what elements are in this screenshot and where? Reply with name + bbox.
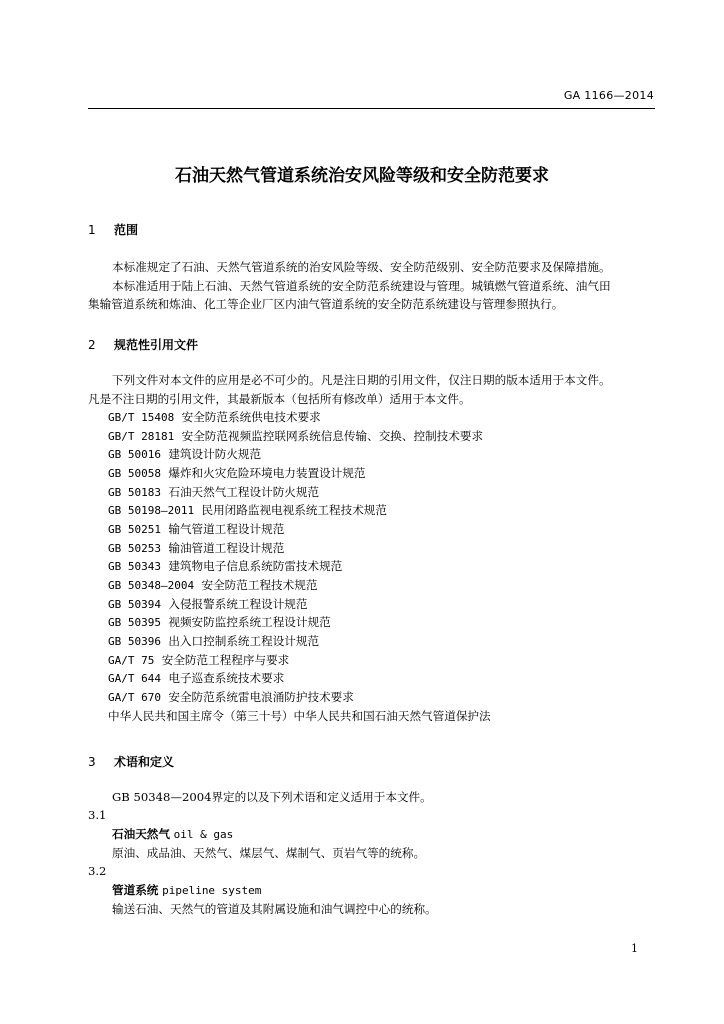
term-number: 3.2 <box>88 864 107 878</box>
document-title: 石油天然气管道系统治安风险等级和安全防范要求 <box>175 166 549 186</box>
reference-item <box>108 692 354 704</box>
reference-title: 输气管道工程设计规范 <box>168 522 285 536</box>
reference-title: 建筑物电子信息系统防雷技术规范 <box>168 559 343 573</box>
reference-code: GB 50394 <box>108 598 161 611</box>
reference-item <box>108 580 317 592</box>
reference-title: 安全防范工程技术规范 <box>201 578 318 592</box>
term-definition: 原油、成品油、天然气、煤层气、煤制气、页岩气等的统称。 <box>112 846 426 860</box>
reference-item <box>108 561 342 573</box>
term-zh: 石油天然气 <box>112 827 170 841</box>
reference-title: 爆炸和火灾危险环境电力装置设计规范 <box>168 466 366 480</box>
reference-code: GA/T 670 <box>108 691 161 704</box>
reference-code: GB 50396 <box>108 635 161 648</box>
reference-item <box>108 505 387 517</box>
reference-code: GB 50183 <box>108 486 161 499</box>
reference-title: 安全防范系统供电技术要求 <box>181 410 321 424</box>
paragraph-line: 下列文件对本文件的应用是必不可少的。凡是注日期的引用文件，仅注日期的版本适用于本文件。 <box>112 373 611 387</box>
reference-code: GB 50058 <box>108 467 161 480</box>
reference-title: 安全防范视频监控联网系统信息传输、交换、控制技术要求 <box>181 429 484 443</box>
reference-title: 电子巡查系统技术要求 <box>168 671 285 685</box>
reference-title: 安全防范系统雷电浪涌防护技术要求 <box>168 690 354 704</box>
paragraph-line: 本标准适用于陆上石油、天然气管道系统的安全防范系统建设与管理。城镇燃气管道系统、油气田 <box>112 279 611 293</box>
reference-item <box>108 449 261 461</box>
section-number: 3 <box>88 755 96 769</box>
reference-code: GB 50251 <box>108 523 161 536</box>
reference-item <box>108 524 284 536</box>
reference-item <box>108 599 308 611</box>
section-title: 范围 <box>114 223 139 237</box>
reference-title: 输油管道工程设计规范 <box>168 541 285 555</box>
reference-code: GB 50343 <box>108 560 161 573</box>
section-2-heading <box>88 336 198 353</box>
reference-item <box>108 412 321 424</box>
reference-item <box>108 655 289 667</box>
reference-item <box>108 487 319 499</box>
reference-item <box>108 431 483 443</box>
reference-code: GB/T 28181 <box>108 430 175 443</box>
reference-law: 中华人民共和国主席令（第三十号）中华人民共和国石油天然气管道保护法 <box>108 709 491 723</box>
reference-title: 安全防范工程程序与要求 <box>161 653 290 667</box>
section-title: 术语和定义 <box>114 755 175 769</box>
reference-title: 建筑设计防火规范 <box>168 447 262 461</box>
header-rule <box>88 108 655 109</box>
reference-item <box>108 543 284 555</box>
reference-item <box>108 636 319 648</box>
paragraph-line: 凡是不注日期的引用文件，其最新版本（包括所有修改单）适用于本文件。 <box>88 392 471 406</box>
term-heading <box>112 829 233 841</box>
standard-code: GA 1166—2014 <box>563 89 654 102</box>
reference-code: GB 50198—2011 <box>108 504 195 517</box>
reference-item <box>108 673 284 685</box>
reference-title: 民用闭路监视电视系统工程技术规范 <box>201 503 387 517</box>
term-heading <box>112 885 261 897</box>
section-number: 2 <box>88 338 96 352</box>
reference-code: GB 50016 <box>108 448 161 461</box>
reference-title: 视频安防监控系统工程设计规范 <box>168 615 331 629</box>
paragraph-line: 集输管道系统和炼油、化工等企业厂区内油气管道系统的安全防范系统建设与管理参照执行。 <box>88 297 564 311</box>
reference-code: GB/T 15408 <box>108 411 175 424</box>
term-en: oil & gas <box>173 828 234 841</box>
term-zh: 管道系统 <box>112 883 159 897</box>
section-3-heading <box>88 753 174 770</box>
reference-code: GA/T 644 <box>108 672 161 685</box>
reference-code: GA/T 75 <box>108 654 155 667</box>
section-number: 1 <box>88 223 96 237</box>
reference-code: GB 50253 <box>108 542 161 555</box>
page-number: 1 <box>631 942 638 955</box>
reference-title: 出入口控制系统工程设计规范 <box>168 634 320 648</box>
section-1-heading <box>88 221 138 238</box>
reference-code: GB 50348—2004 <box>108 579 195 592</box>
reference-title: 石油天然气工程设计防火规范 <box>168 485 320 499</box>
reference-item <box>108 617 331 629</box>
section-title: 规范性引用文件 <box>114 338 199 352</box>
reference-item <box>108 468 365 480</box>
reference-code: GB 50395 <box>108 616 161 629</box>
reference-title: 入侵报警系统工程设计规范 <box>168 597 308 611</box>
paragraph-line: GB 50348—2004界定的以及下列术语和定义适用于本文件。 <box>112 790 432 804</box>
term-definition: 输送石油、天然气的管道及其附属设施和油气调控中心的统称。 <box>112 902 437 916</box>
term-en: pipeline system <box>162 884 262 897</box>
term-number: 3.1 <box>88 808 107 822</box>
paragraph-line: 本标准规定了石油、天然气管道系统的治安风险等级、安全防范级别、安全防范要求及保障措施。 <box>112 260 611 274</box>
